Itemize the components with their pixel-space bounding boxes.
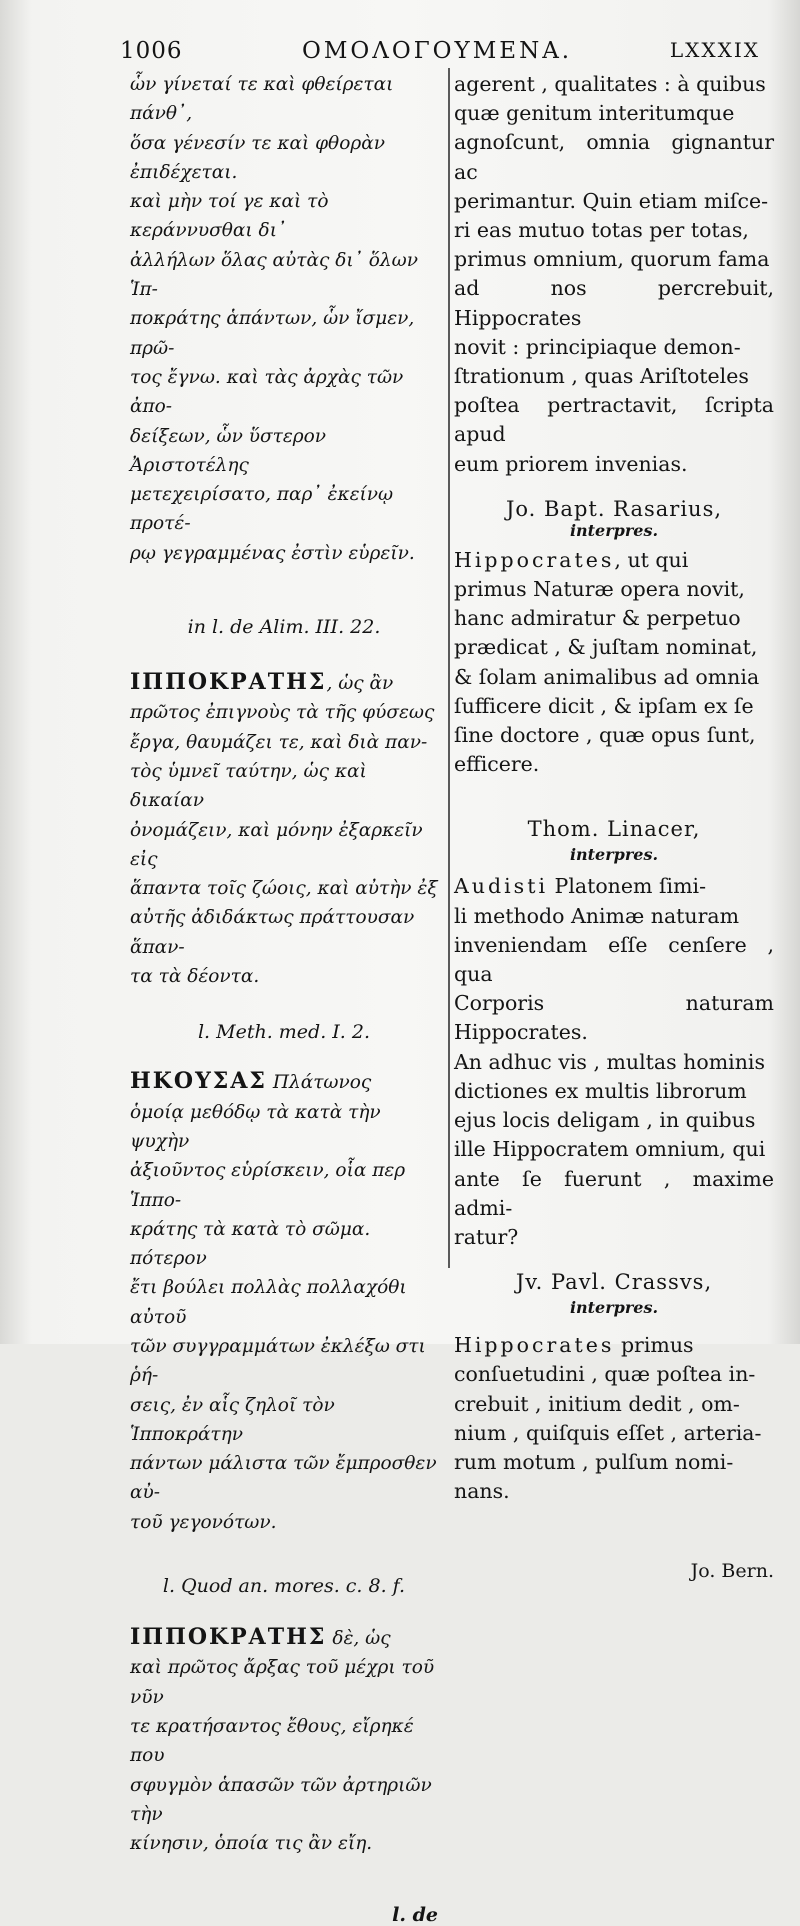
- text-line: nans.: [454, 1479, 510, 1504]
- signature-mark: LXXXIX: [669, 38, 760, 62]
- text-line: ὁμοίᾳ μεθόδῳ τὰ κατὰ τὴν ψυχὴν: [130, 1101, 381, 1152]
- greek-passage-4: [130, 1623, 438, 1858]
- text-line: Corporis naturam Hippocrates.: [454, 991, 774, 1045]
- text-line: novit : principiaque demon-: [454, 334, 741, 359]
- text-line: ad nos percrebuit, Hippocrates: [454, 276, 774, 330]
- text-line: ante ſe fuerunt , maxime admi-: [454, 1166, 774, 1220]
- text-line: ri eas mutuo totas per totas,: [454, 218, 749, 243]
- text-line: ποκράτης ἁπάντων, ὧν ἴσμεν, πρῶ-: [130, 308, 415, 359]
- text-line: primus Naturæ opera novit,: [454, 577, 745, 602]
- passage-initial: Hippocrates: [454, 547, 615, 572]
- text-line: σφυγμὸν ἁπασῶν τῶν ἀρτηριῶν τὴν: [130, 1774, 432, 1825]
- text-line: ἔτι βούλει πολλὰς πολλαχόθι αὐτοῦ: [130, 1277, 407, 1328]
- text-line: τε κρατήσαντος ἔθους, εἴρηκέ που: [130, 1715, 414, 1767]
- text-line: τοῦ γεγονότων.: [130, 1511, 277, 1533]
- text-line: ἀξιοῦντος εὑρίσκειν, οἷα περ Ἱππο-: [130, 1160, 406, 1211]
- text-line: ἔργα, θαυμάζει τε, καὶ διὰ παν-: [130, 731, 428, 753]
- text-line: δείξεων, ὧν ὕστερον Ἀριστοτέλης: [130, 425, 327, 476]
- text-line: eum priorem invenias.: [454, 451, 688, 476]
- text-line: inveniendam eſſe cenſere , qua: [454, 932, 774, 987]
- text-line: poſtea pertractavit, ſcripta apud: [454, 393, 774, 447]
- text-line: πρῶτος ἐπιγνοὺς τὰ τῆς φύσεως: [130, 702, 435, 724]
- text-line: πάντων μάλιστα τῶν ἔμπροσθεν αὐ-: [130, 1453, 437, 1504]
- text-line: καὶ μὴν τοί γε καὶ τὸ κεράννυσθαι δι᾽: [130, 191, 329, 242]
- text-line: nium , quiſquis eſſet , arteria-: [454, 1420, 762, 1445]
- text-line: [130, 1067, 438, 1097]
- text-line: [130, 1623, 438, 1653]
- text-line: ſufficere dicit , & ipſam ex ſe: [454, 693, 754, 718]
- text-line: ἅπαντα τοῖς ζώοις, καὶ αὐτὴν ἐξ: [130, 878, 438, 900]
- passage-initial: ΙΠΠΟΚΡΑΤΗΣ: [130, 669, 327, 696]
- source-citation: in l. de Alim. III. 22.: [187, 616, 381, 639]
- text-line: [130, 668, 438, 698]
- latin-passage-1: [454, 70, 774, 479]
- greek-column: [130, 70, 438, 1926]
- greek-passage-3: [130, 1067, 438, 1537]
- text-span: Platonem ſimi-: [548, 874, 707, 899]
- text-line: αὐτῆς ἀδιδάκτως πράττουσαν ἅπαν-: [130, 907, 415, 958]
- text-line: primus omnium, quorum fama: [454, 247, 770, 272]
- text-line: rum motum , pulſum nomi-: [454, 1449, 734, 1474]
- text-line: τα τὰ δέοντα.: [130, 966, 260, 988]
- running-header: [120, 34, 760, 74]
- text-line: ὅσα γένεσίν τε καὶ φθορὰν ἐπιδέχεται.: [130, 132, 385, 183]
- text-line: τος ἔγνω. καὶ τὰς ἀρχὰς τῶν ἀπο-: [130, 366, 404, 418]
- passage-initial: ΙΠΠΟΚΡΑΤΗΣ: [130, 1624, 327, 1651]
- latin-passage-2: [454, 546, 774, 780]
- greek-passage-1: [130, 70, 438, 568]
- translator-role: interpres.: [569, 845, 659, 865]
- text-span: , ut qui: [614, 547, 689, 572]
- translator-role: interpres.: [569, 520, 659, 540]
- text-line: καὶ πρῶτος ἄρξας τοῦ μέχρι τοῦ νῦν: [130, 1657, 435, 1708]
- text-line: σεις, ἐν αἷς ζηλοῖ τὸν Ἱπποκράτην: [130, 1394, 335, 1445]
- catchword: Jo. Bern.: [690, 1560, 774, 1583]
- source-citation: l. Meth. med. I. 2.: [197, 1021, 371, 1044]
- column-divider: [448, 68, 450, 1268]
- translator-role: interpres.: [569, 1298, 659, 1318]
- text-line: [454, 872, 774, 901]
- text-line: prædicat , & juſtam nominat,: [454, 635, 758, 660]
- text-line: ὧν γίνεταί τε καὶ φθείρεται πάνθ᾽,: [130, 74, 394, 125]
- text-line: μετεχειρίσατο, παρ᾽ ἐκείνῳ προτέ-: [130, 484, 394, 535]
- text-line: efficere.: [454, 752, 540, 777]
- text-line: perimantur. Quin etiam miſce-: [454, 188, 769, 213]
- text-span: primus: [614, 1333, 694, 1358]
- text-line: κράτης τὰ κατὰ τὸ σῶμα. πότερον: [130, 1218, 371, 1270]
- text-line: & ſolam animalibus ad omnia: [454, 664, 760, 689]
- text-span: δὲ, ὡς: [326, 1628, 391, 1650]
- text-line: ρῳ γεγραμμένας ἐστὶν εὑρεῖν.: [130, 542, 415, 564]
- text-line: dictiones ex multis librorum: [454, 1078, 747, 1103]
- text-line: An adhuc vis , multas hominis: [454, 1049, 765, 1074]
- greek-passage-2: [130, 668, 438, 991]
- text-line: τὸς ὑμνεῖ ταύτην, ὡς καὶ δικαίαν: [130, 760, 367, 812]
- text-span: Πλάτωνος: [266, 1072, 372, 1094]
- translator-name: Jo. Bapt. Rasarius,: [505, 496, 723, 521]
- text-line: agnoſcunt, omnia gignantur ac: [454, 130, 774, 184]
- text-line: quæ genitum interitumque: [454, 101, 735, 126]
- text-line: ratur?: [454, 1224, 519, 1249]
- text-line: agerent , qualitates : à quibus: [454, 72, 766, 96]
- text-line: ejus locis deligam , in quibus: [454, 1108, 756, 1133]
- text-line: ille Hippocratem omnium, qui: [454, 1137, 766, 1162]
- text-line: κίνησιν, ὁποία τις ἂν εἴη.: [130, 1833, 373, 1855]
- text-line: hanc admiratur & perpetuo: [454, 606, 741, 631]
- text-line: τῶν συγγραμμάτων ἐκλέξω στι ῥή-: [130, 1335, 426, 1387]
- text-line: crebuit , initium dedit , om-: [454, 1391, 740, 1416]
- passage-initial: ΗΚΟΥΣΑΣ: [130, 1068, 267, 1095]
- text-line: ſtrationum , quas Ariſtoteles: [454, 364, 749, 389]
- catchword: l. de: [392, 1904, 438, 1926]
- running-title: ΟΜΟΛΟΓΟΥΜΕΝΑ.: [302, 38, 573, 64]
- source-citation: l. Quod an. mores. c. 8. f.: [162, 1575, 406, 1598]
- text-line: ὀνομάζειν, καὶ μόνην ἐξαρκεῖν εἰς: [130, 819, 423, 870]
- text-line: ἀλλήλων ὅλας αὐτὰς δι᾽ ὅλων Ἱπ-: [130, 249, 418, 301]
- translator-name: Thom. Linacer,: [527, 817, 701, 842]
- page-number: 1006: [120, 38, 183, 64]
- text-line: conſuetudini , quæ poſtea in-: [454, 1362, 756, 1387]
- latin-passage-3: [454, 872, 774, 1252]
- passage-initial: Audisti: [454, 874, 549, 899]
- text-line: [454, 1331, 774, 1360]
- text-line: ſine doctore , quæ opus ſunt,: [454, 723, 756, 748]
- translator-name: Jv. Pavl. Crassvs,: [515, 1270, 713, 1295]
- text-line: li methodo Animæ naturam: [454, 903, 740, 928]
- text-span: , ὡς ἂν: [326, 673, 394, 695]
- passage-initial: Hippocrates: [454, 1333, 615, 1358]
- latin-passage-4: [454, 1331, 774, 1506]
- latin-column: [454, 70, 774, 1582]
- text-line: [454, 546, 774, 575]
